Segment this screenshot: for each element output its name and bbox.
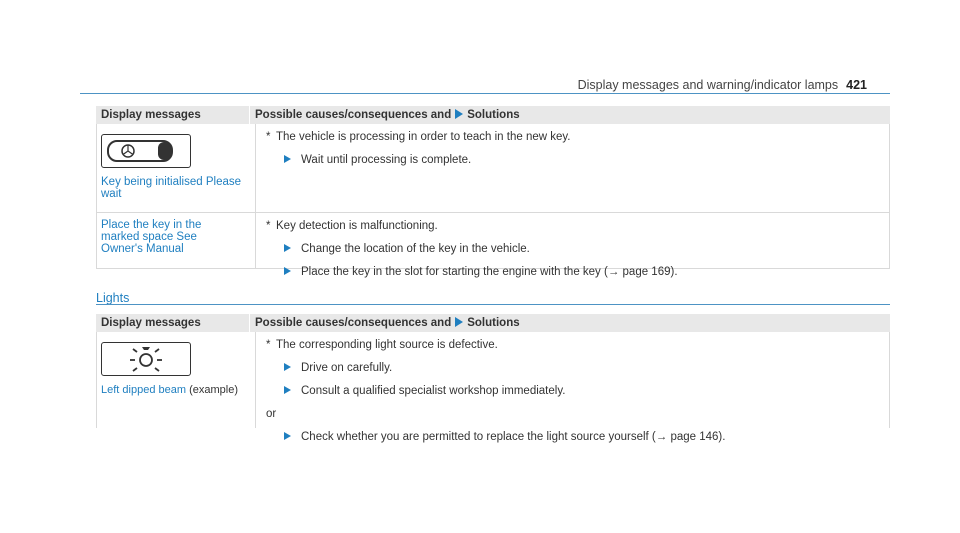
- col-causes-solutions: Possible causes/consequences and Solutions: [249, 314, 890, 332]
- key-icon: [101, 134, 191, 168]
- section-rule: [96, 304, 890, 305]
- cause-text: * The corresponding light source is defective.: [266, 339, 498, 351]
- lights-table: [96, 314, 890, 443]
- arrow-icon: [284, 432, 291, 440]
- solution-step: Drive on carefully.: [284, 361, 889, 375]
- col-display-messages: Display messages: [101, 317, 201, 329]
- page-number: 421: [846, 78, 867, 92]
- header-rule: [80, 93, 890, 94]
- solution-step: Place the key in the slot for starting the engine with the key (→ page 169).: [284, 265, 889, 279]
- arrow-icon: [284, 386, 291, 394]
- section-title: Lights: [96, 291, 130, 305]
- cause-text: * Key detection is malfunctioning.: [266, 220, 438, 232]
- arrow-icon: [284, 155, 291, 163]
- header-title: Display messages and warning/indicator lamps: [577, 78, 839, 92]
- or-label: or: [266, 408, 277, 420]
- solution-step: Consult a qualified specialist workshop immediately.: [284, 384, 889, 398]
- example-suffix: (example): [189, 384, 238, 396]
- table-header: [96, 106, 890, 124]
- solution-step: Wait until processing is complete.: [284, 153, 889, 167]
- light-message: Left dipped beam: [101, 384, 187, 396]
- table-row: [96, 124, 890, 213]
- col-causes-solutions: Possible causes/consequences and Solutions: [249, 106, 890, 124]
- col-display-messages: Display messages: [101, 109, 201, 121]
- running-header: [578, 78, 867, 92]
- light-bulb-icon: [101, 342, 191, 376]
- play-icon: [455, 109, 463, 119]
- solution-step: Check whether you are permitted to replace the light source yourself (→ page 146).: [284, 430, 889, 444]
- play-icon: [455, 317, 463, 327]
- arrow-icon: [284, 267, 291, 275]
- table-header: [96, 314, 890, 332]
- messages-table: [96, 106, 890, 278]
- key-location-message: Place the key in the marked space See Owner's Manual: [101, 219, 202, 255]
- cause-text: * The vehicle is processing in order to teach in the new key.: [266, 131, 571, 143]
- table-row: [96, 213, 890, 278]
- table-row: [96, 332, 890, 443]
- key-message: Key being initialised Please wait: [101, 176, 242, 200]
- arrow-icon: [284, 363, 291, 371]
- arrow-icon: [284, 244, 291, 252]
- solution-step: Change the location of the key in the vehicle.: [284, 242, 889, 256]
